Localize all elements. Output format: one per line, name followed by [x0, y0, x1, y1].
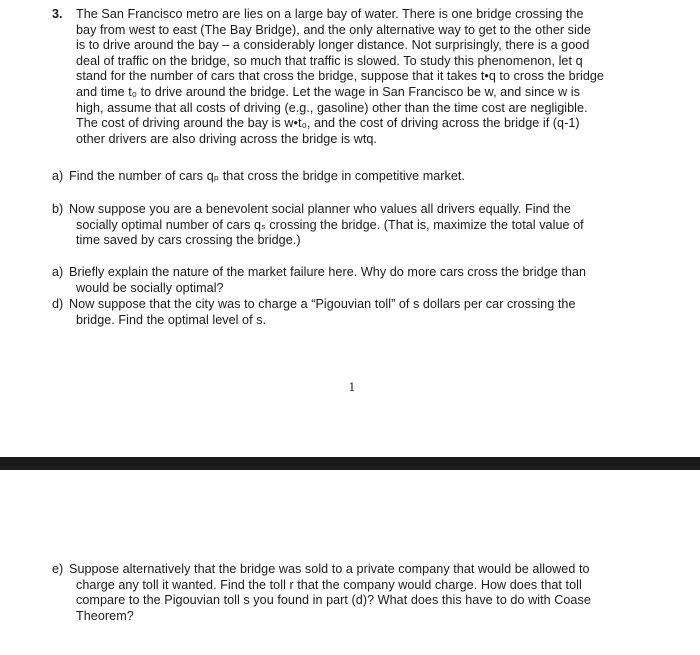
part-d-label: d): [52, 297, 64, 311]
part-e-label: e): [52, 562, 64, 576]
part-b-text: [69, 202, 684, 249]
part-b-line: socially optimal number of cars qₛ crossing the bridge. (That is, maximize the total value of: [76, 217, 584, 232]
part-b-label: b): [52, 202, 64, 216]
part-a2-text: [69, 265, 684, 296]
part-d-line: Now suppose that the city was to charge a “Pigouvian toll” of s dollars per car crossing the: [69, 297, 576, 311]
question-line: high, assume that all costs of driving (e.g., gasoline) other than the time cost are negligible.: [76, 100, 588, 115]
part-e-line: charge any toll it wanted. Find the toll r that the company would charge. How does that toll: [76, 577, 582, 592]
part-e-line: compare to the Pigouvian toll s you found in part (d)? What does this have to do with Coase: [76, 593, 591, 608]
part-e-line: Theorem?: [76, 608, 134, 623]
part-a2-line: would be socially optimal?: [76, 280, 224, 295]
question-line: deal of traffic on the bridge, so much that traffic is slowed. To study this phenomenon, let q: [76, 53, 583, 68]
part-e-line: Suppose alternatively that the bridge was sold to a private company that would be allowed to: [69, 562, 590, 576]
question-line: The San Francisco metro are lies on a large bay of water. There is one bridge crossing the: [76, 7, 584, 21]
part-a1-text: Find the number of cars qₚ that cross the bridge in competitive market.: [69, 169, 466, 183]
page-separator-bar: [0, 457, 700, 470]
question-line: The cost of driving around the bay is w•t₀, and the cost of driving across the bridge if (q-1): [76, 116, 580, 131]
question-line: bay from west to east (The Bay Bridge), and the only alternative way to get to the other side: [76, 22, 591, 37]
document-page-2: [0, 470, 700, 655]
part-b-line: Now suppose you are a benevolent social planner who values all drivers equally. Find the: [69, 202, 571, 216]
question-line: and time t₀ to drive around the bridge. Let the wage in San Francisco be w, and since w is: [76, 84, 580, 99]
part-a2-label: a): [52, 265, 64, 279]
question-line: stand for the number of cars that cross the bridge, suppose that it takes t•q to cross the bridge: [76, 69, 604, 84]
part-d-line: bridge. Find the optimal level of s.: [76, 312, 267, 327]
question-3-text: [76, 7, 686, 147]
part-a2-line: Briefly explain the nature of the market failure here. Why do more cars cross the bridge than: [69, 265, 587, 279]
part-d-text: [69, 297, 684, 328]
question-line: is to drive around the bay – a considerably longer distance. Not surprisingly, there is a good: [76, 38, 590, 53]
question-number: 3.: [52, 7, 63, 21]
part-a1-label: a): [52, 169, 64, 183]
part-b-line: time saved by cars crossing the bridge.): [76, 233, 301, 248]
page-number: 1: [348, 381, 356, 394]
part-e-text: [69, 562, 684, 624]
question-line: other drivers are also driving across the bridge is wtq.: [76, 131, 377, 146]
